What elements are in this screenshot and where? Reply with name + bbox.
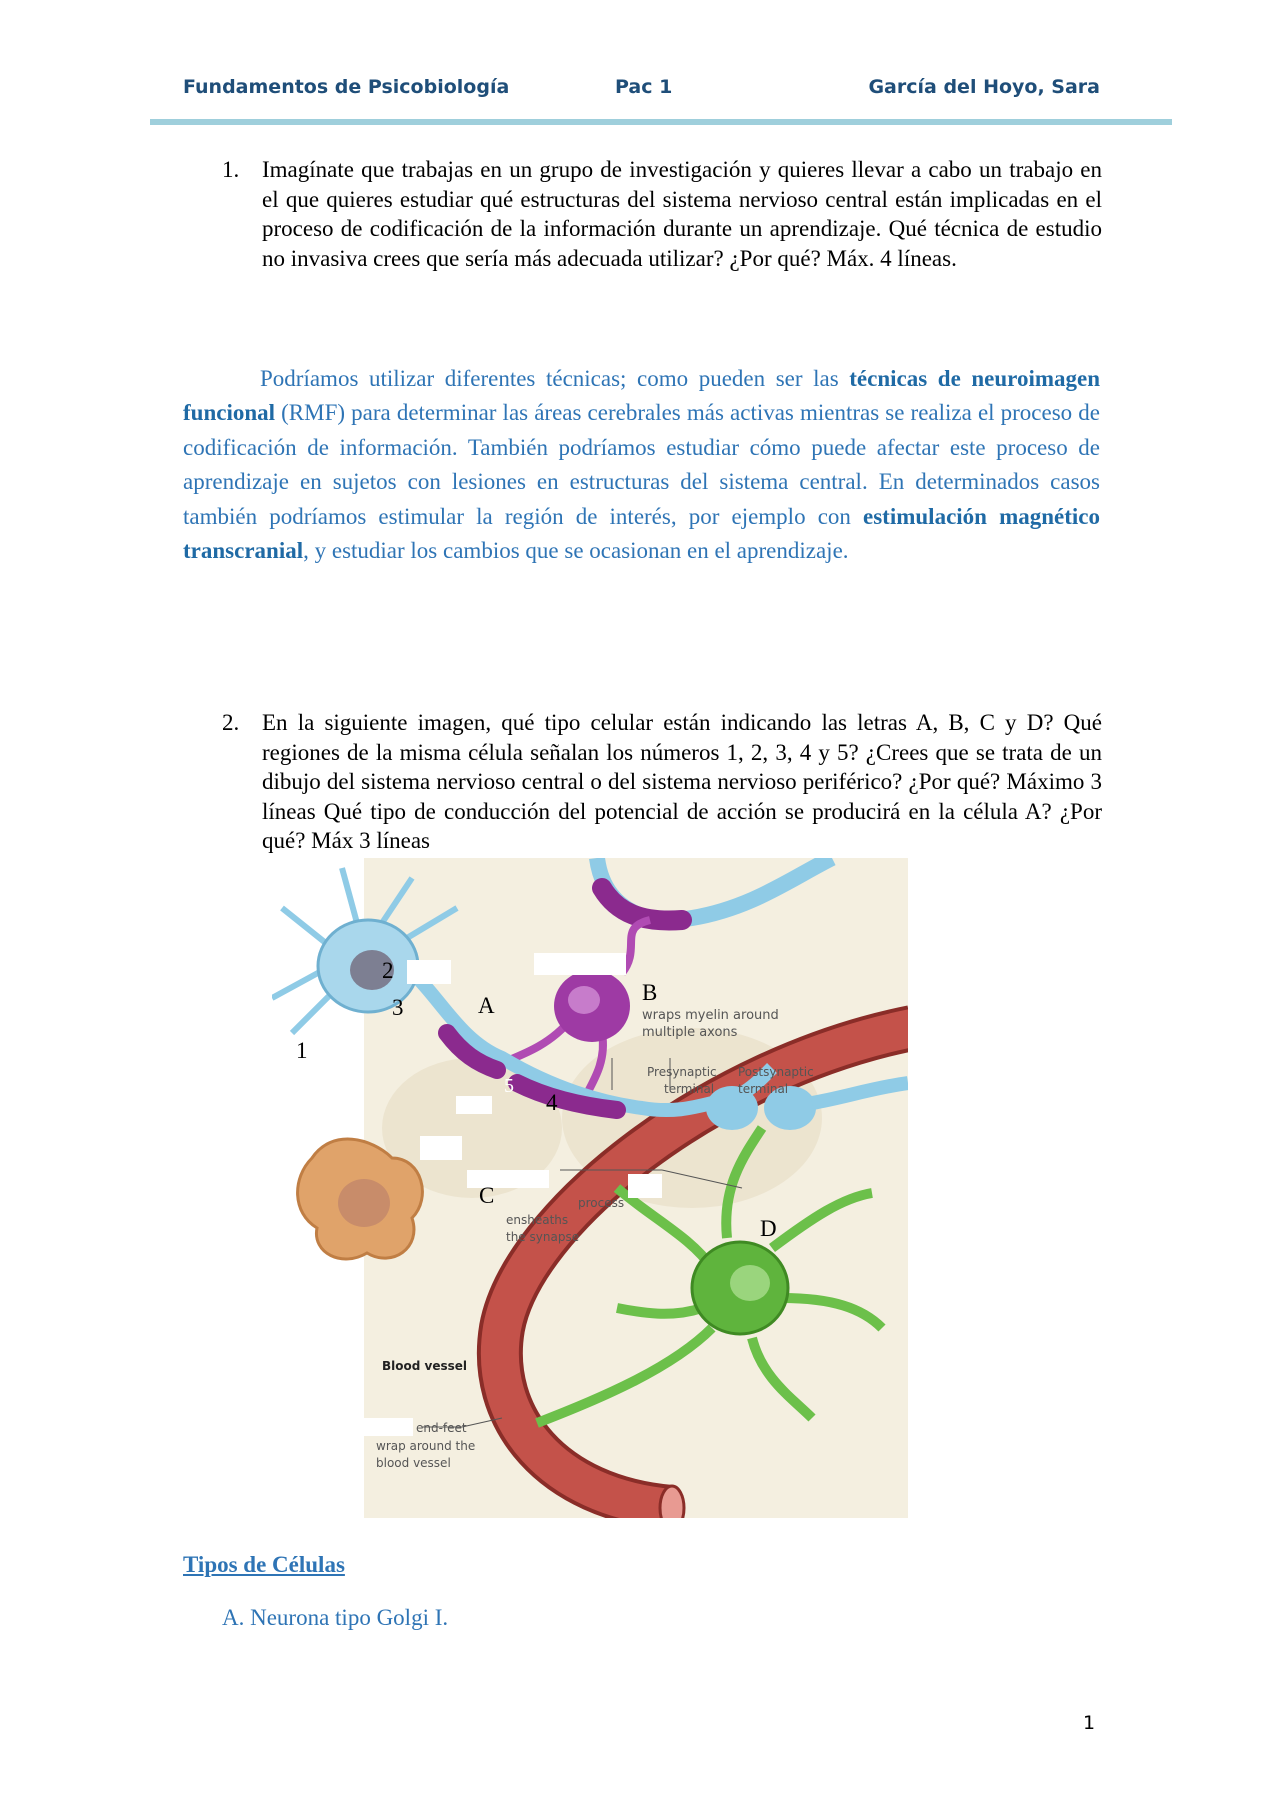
header-author: García del Hoyo, Sara [868,76,1100,98]
caption-process: process [578,1196,625,1210]
label-letter-a: A [478,993,495,1018]
label-box [628,1174,662,1198]
page-number: 1 [1083,1712,1096,1734]
label-letter-b: B [642,980,658,1005]
label-number-1: 1 [296,1038,308,1063]
answer-1-bold-neuroimaging: técnicas de neuroimagen funcional [183,366,1100,426]
question-2 [222,708,1102,856]
label-number-4: 4 [546,1090,558,1115]
caption-postsynaptic-line2: terminal [738,1082,789,1096]
blood-vessel-lumen [660,1486,684,1518]
glial-cells-illustration [272,858,908,1518]
caption-endfeet-line1: end-feet [416,1421,467,1435]
cell-type-a: A. Neurona tipo Golgi I. [222,1605,449,1630]
question-1-number: 1. [222,157,240,182]
label-box [407,960,451,984]
oligodendrocyte-nucleus [568,986,600,1014]
label-number-3: 3 [392,995,404,1020]
question-1-text: Imagínate que trabajas en un grupo de investigación y quieres llevar a cabo un trabajo en el que quieres estudiar qué estructuras del sistema nervioso central están implicadas en el proceso de codificación de la información durante un aprendizaje. Qué técnica de estudio no invasiva crees que sería más adecuada utilizar? ¿Por qué? Máx. 4 líneas. [262,157,1102,271]
label-letter-c: C [479,1183,495,1208]
question-2-text: En la siguiente imagen, qué tipo celular están indicando las letras A, B, C y D? Qué regiones de la misma célula señalan los números 1, 2, 3, 4 y 5? ¿Crees que se trata de un dibujo del sistema nervioso central o del sistema nervioso periférico? ¿Por qué? Máximo 3 líneas Qué tipo de conducción del potencial de acción se producirá en la célula A? ¿Por qué? Máx 3 líneas [262,710,1102,854]
question-2-number: 2. [222,710,240,735]
answer-1 [183,362,1100,568]
header-assignment: Pac 1 [615,76,673,98]
caption-postsynaptic-line1: Postsynaptic [738,1065,814,1079]
answer-1-part1: Podríamos utilizar diferentes técnicas; como pueden ser las [260,366,850,391]
caption-endfeet-line3: blood vessel [376,1456,451,1470]
label-number-2: 2 [382,958,394,983]
caption-ensheaths-line1: ensheaths [506,1213,569,1227]
label-box [335,1418,413,1436]
answer-1-bold-tms: estimulación magnético transcranial [183,503,1100,564]
astrocyte-nucleus [730,1265,770,1301]
microglia-nucleus [338,1179,390,1227]
header-course: Fundamentos de Psicobiología [183,76,510,98]
page-header [183,76,1100,106]
caption-b-line1: wraps myelin around [642,1008,779,1023]
caption-b-line2: multiple axons [642,1025,738,1040]
label-number-5: 5 [504,1075,514,1097]
caption-endfeet-line2: wrap around the [376,1439,476,1453]
header-divider [150,119,1172,125]
section-title-cell-types: Tipos de Células [183,1552,345,1577]
neuron-dendrite [342,868,357,923]
astrocyte-process [617,1308,702,1314]
label-box [456,1096,492,1114]
question-1 [222,155,1102,273]
answer-1-part3: , y estudiar los cambios que se ocasionan en el aprendizaje. [303,538,849,564]
caption-presynaptic-line1: Presynaptic [647,1065,717,1079]
caption-ensheaths-line2: the synapse [506,1230,580,1244]
label-letter-d: D [760,1216,777,1241]
label-box [420,1136,462,1160]
answer-1-part2: (RMF) para determinar las áreas cerebrales más activas mientras se realiza el proceso de codificación de información. También podríamos estudiar cómo puede afectar este proceso de aprendizaje en sujetos con lesiones en estructuras del sistema central. En determinados casos también podríamos estimular la región de interés, por ejemplo con [183,400,1100,529]
glial-cells-figure [272,858,908,1518]
caption-blood-vessel: Blood vessel [382,1359,468,1373]
label-box [534,953,626,975]
caption-presynaptic-line2: terminal [664,1082,715,1096]
